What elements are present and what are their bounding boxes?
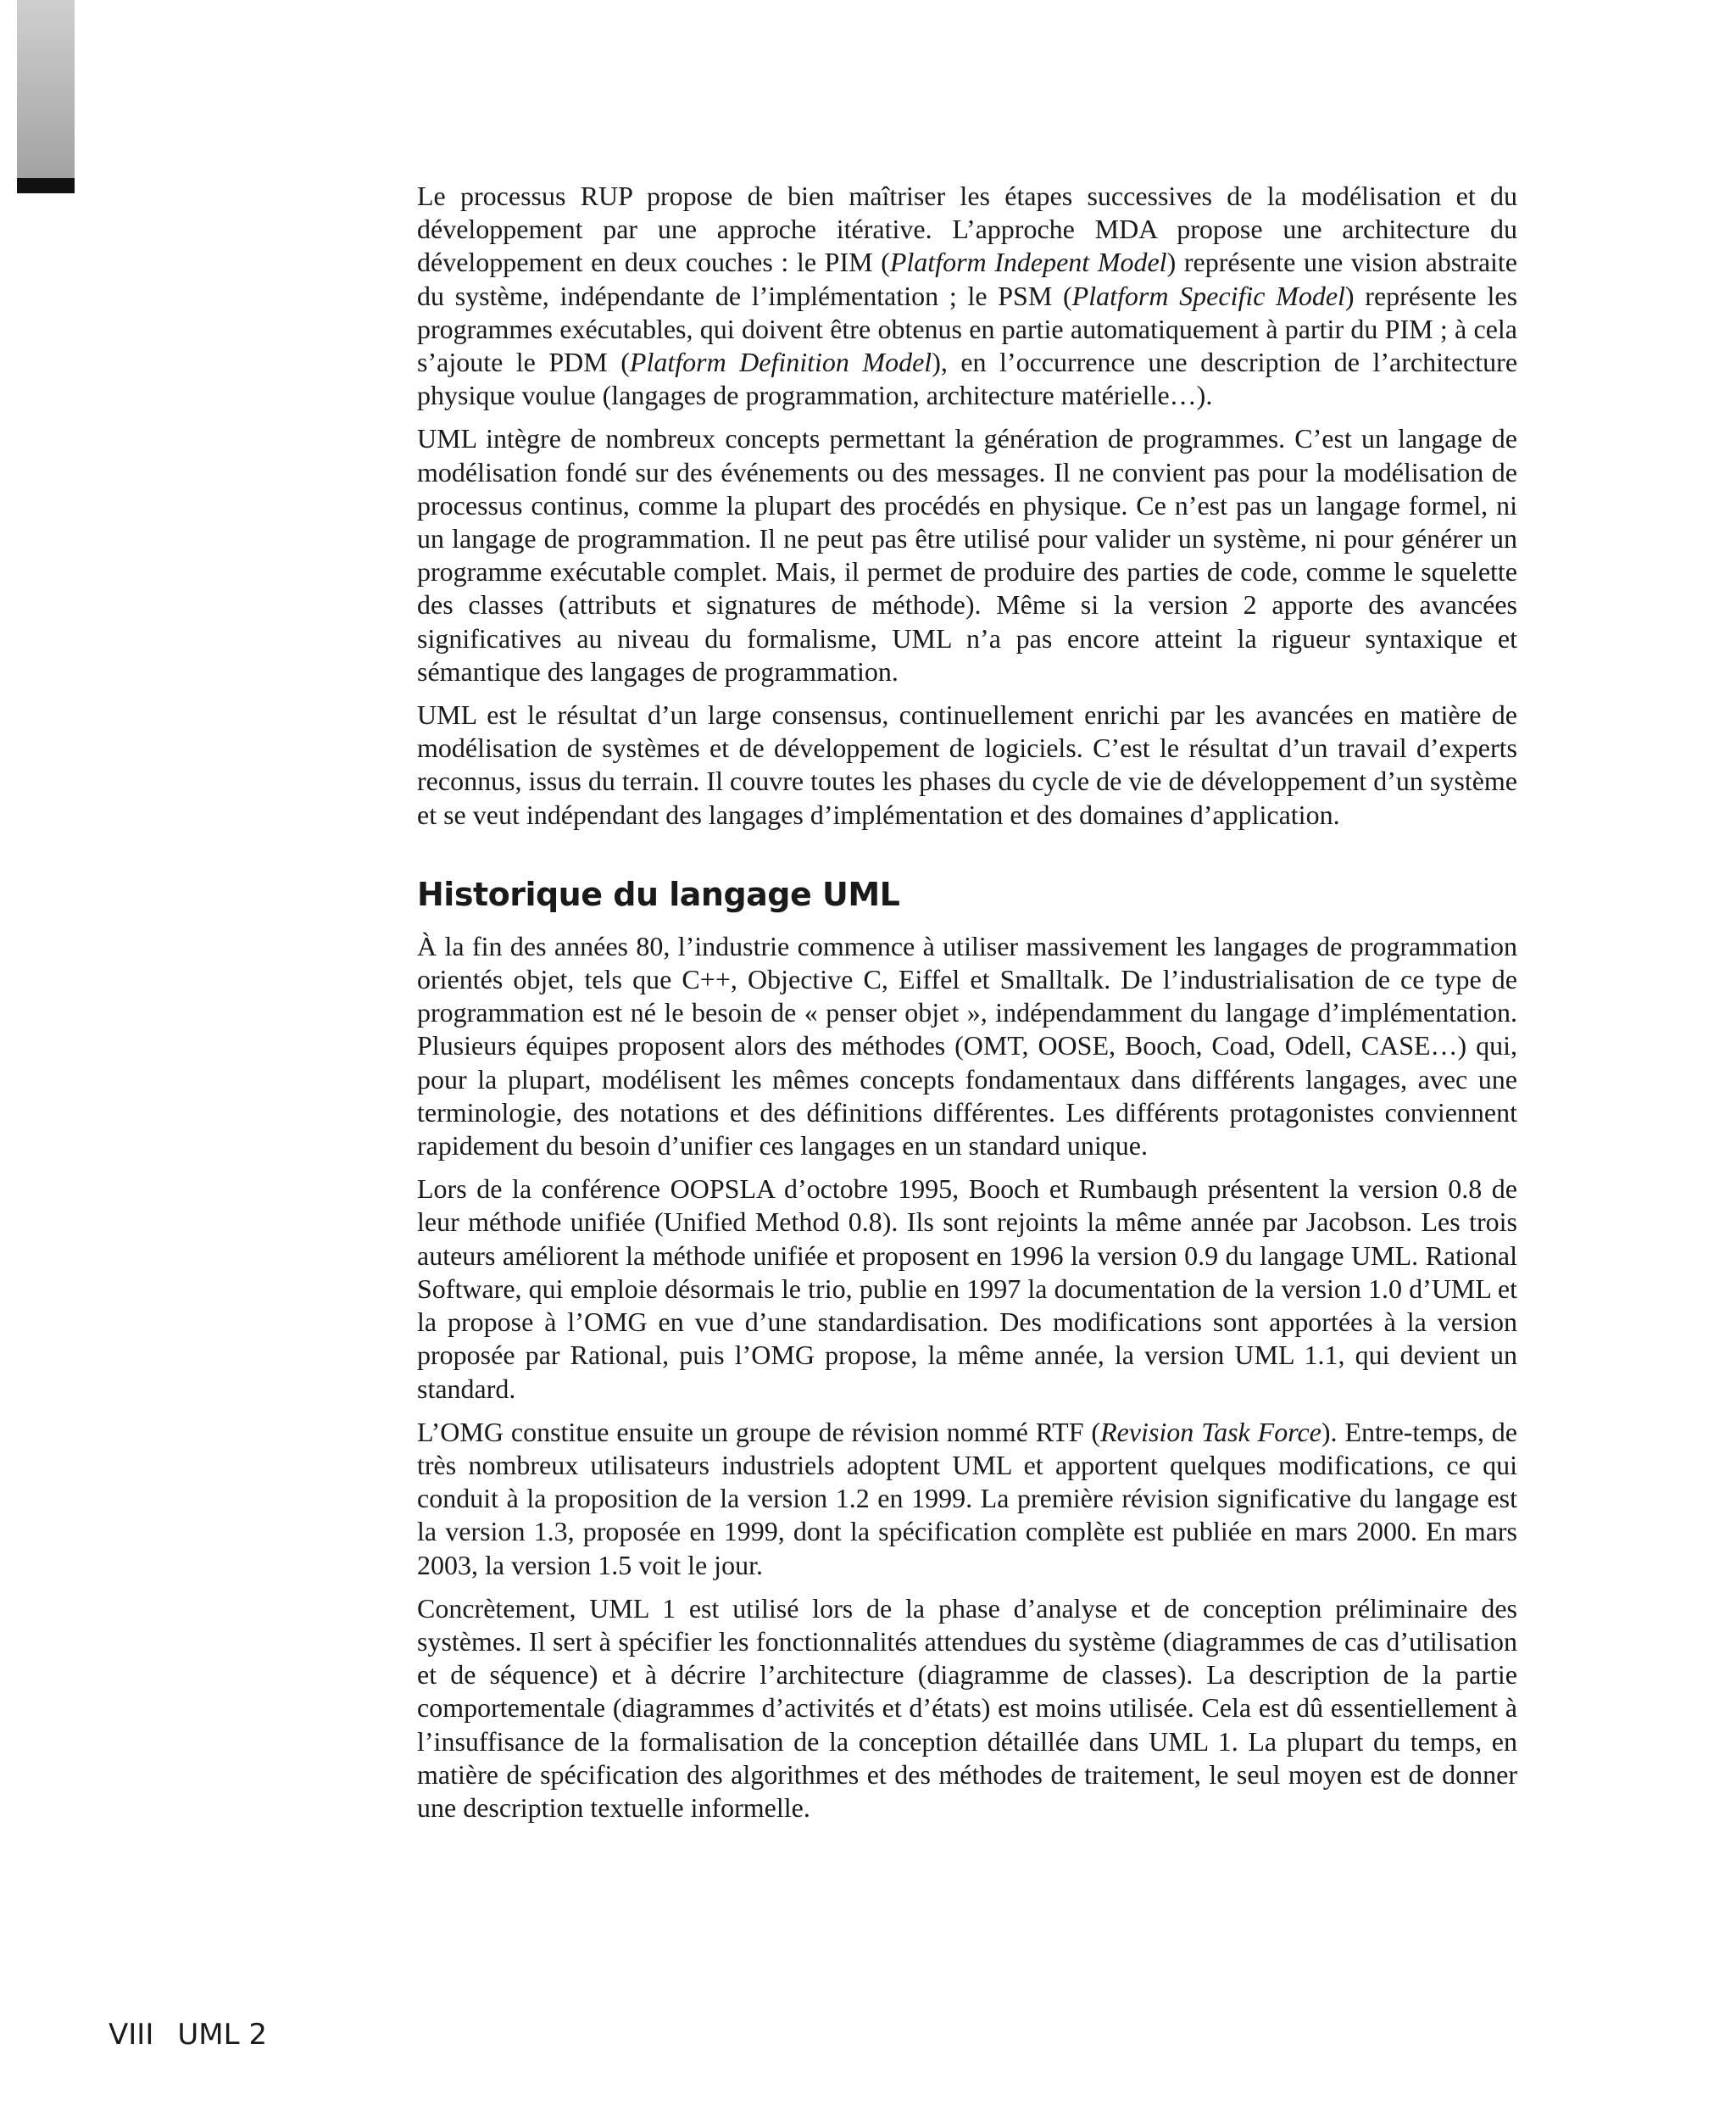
paragraph-segment-italic: Revision Task Force bbox=[1100, 1416, 1321, 1447]
paragraph-segment: À la fin des années 80, l’industrie commence à utiliser massivement les langages de programmation orientés objet, tels que C++, Objective C, Eiffel et Smalltalk. De l’industrialisation de ce type de programmation est né le besoin de « penser objet », indépendamment du langage d’implémentation. Plusieurs équipes proposent alors des méthodes (OMT, OOSE, Booch, Coad, Odell, CASE…) qui, pour la plupart, modélisent les mêmes concepts fondamentaux dans différents langages, avec une terminologie, des notations et des définitions différentes. Les différents protagonistes conviennent rapidement du besoin d’unifier ces langages en un standard unique. bbox=[417, 930, 1517, 1161]
page-edge-tab bbox=[17, 0, 75, 178]
paragraph-segment: ) représente les programmes exécutables, qui doivent être obtenus en partie automatiquement à partir du PIM ; à cela s’ajoute le PDM ( bbox=[417, 280, 1518, 378]
paragraph-segment: UML intègre de nombreux concepts permettant la génération de programmes. C’est un langage de modélisation fondé sur des événements ou des messages. Il ne convient pas pour la modélisation de processus continus, comme la plupart des procédés en physique. Ce n’est pas un langage formel, ni un langage de programmation. Il ne peut pas être utilisé pour valider un système, ni pour générer un programme exécutable complet. Mais, il permet de produire des parties de code, comme le squelette des classes (attributs et signatures de méthode). Même si la version 2 apporte des avancées significatives au niveau du formalisme, UML n’a pas encore atteint la rigueur syntaxique et sémantique des langages de programmation. bbox=[417, 423, 1517, 687]
page-number: VIII bbox=[108, 2018, 154, 2052]
paragraph bbox=[417, 1416, 1517, 1582]
paragraphs-after bbox=[417, 930, 1517, 1824]
paragraph-segment-italic: Platform Definition Model bbox=[629, 347, 932, 378]
paragraph bbox=[417, 930, 1517, 1162]
paragraphs-before bbox=[417, 180, 1517, 832]
page-edge-tab-bar bbox=[17, 178, 75, 193]
paragraph bbox=[417, 180, 1517, 412]
paragraph-segment: Lors de la conférence OOPSLA d’octobre 1995, Booch et Rumbaugh présentent la version 0.8 de leur méthode unifiée (Unified Method 0.8). Ils sont rejoints la même année par Jacobson. Les trois auteurs améliorent la méthode unifiée et proposent en 1996 la version 0.9 du langage UML. Rational Software, qui emploie désormais le trio, publie en 1997 la documentation de la version 1.0 d’UML et la propose à l’OMG en vue d’une standardisation. Des modifications sont apportées à la version proposée par Rational, puis l’OMG propose, la même année, la version UML 1.1, qui devient un standard. bbox=[417, 1173, 1517, 1404]
paragraph-segment: ). Entre-temps, de très nombreux utilisateurs industriels adoptent UML et apportent quelques modifications, ce qui conduit à la proposition de la version 1.2 en 1999. La première révision significative du langage est la version 1.3, proposée en 1999, dont la spécification complète est publiée en mars 2000. En mars 2003, la version 1.5 voit le jour. bbox=[417, 1416, 1518, 1580]
running-title: UML 2 bbox=[177, 2018, 267, 2052]
paragraph bbox=[417, 699, 1517, 832]
paragraph bbox=[417, 1173, 1517, 1405]
paragraph-segment: Le processus RUP propose de bien maîtriser les étapes successives de la modélisation et du développement par une approche itérative. L’approche MDA propose une architecture du développement en deux couches : le PIM ( bbox=[417, 181, 1517, 278]
paragraph-segment: Concrètement, UML 1 est utilisé lors de la phase d’analyse et de conception préliminaire des systèmes. Il sert à spécifier les fonctionnalités attendues du système (diagrammes de cas d’utilisation et de séquence) et à décrire l’architecture (diagramme de classes). La description de la partie comportementale (diagrammes d’activités et d’états) est moins utilisée. Cela est dû essentiellement à l’insuffisance de la formalisation de la conception détaillée dans UML 1. La plupart du temps, en matière de spécification des algorithmes et des méthodes de traitement, le seul moyen est de donner une description textuelle informelle. bbox=[417, 1592, 1517, 1823]
paragraph-segment: UML est le résultat d’un large consensus, continuellement enrichi par les avancées en matière de modélisation de systèmes et de développement de logiciels. C’est le résultat d’un travail d’experts reconnus, issus du terrain. Il couvre toutes les phases du cycle de vie de développement d’un système et se veut indépendant des langages d’implémentation et des domaines d’application. bbox=[417, 699, 1517, 830]
paragraph bbox=[417, 1592, 1517, 1824]
page-footer bbox=[108, 2018, 267, 2052]
paragraph-segment: L’OMG constitue ensuite un groupe de révision nommé RTF ( bbox=[417, 1416, 1101, 1447]
paragraph-segment-italic: Platform Specific Model bbox=[1071, 280, 1345, 311]
paragraph-segment-italic: Platform Indepent Model bbox=[889, 247, 1167, 278]
paragraph bbox=[417, 422, 1517, 688]
paragraph-segment: ), en l’occurrence une description de l’architecture physique voulue (langages de programmation, architecture matérielle…). bbox=[417, 347, 1518, 411]
paragraph-segment: ) représente une vision abstraite du système, indépendante de l’implémentation ; le PSM ( bbox=[417, 247, 1518, 311]
section-heading: Historique du langage UML bbox=[417, 875, 900, 913]
text-column bbox=[417, 180, 1517, 1835]
